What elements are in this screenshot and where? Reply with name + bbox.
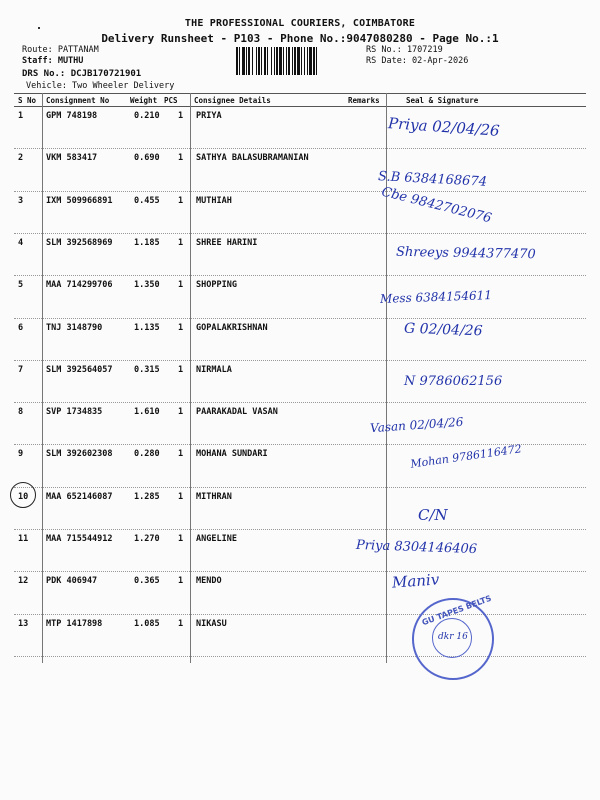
row-pcs: 1	[178, 237, 184, 248]
row-pcs: 1	[178, 407, 184, 418]
handwritten-signature: Priya 02/04/26	[387, 114, 501, 140]
table-header-rule	[14, 106, 586, 107]
row-consignment-no: MTP 1417898	[46, 618, 103, 629]
col-divider	[190, 93, 191, 663]
row-weight: 0.280	[134, 449, 160, 460]
row-consignment-no: MAA 715544912	[46, 534, 113, 544]
col-seal-signature: Seal & Signature	[406, 96, 479, 105]
handwritten-signature: S.B 6384168674	[377, 169, 488, 190]
row-consignee: SATHYA BALASUBRAMANIAN	[196, 153, 309, 164]
row-consignee: MENDO	[196, 576, 222, 587]
row-sno: 6	[18, 322, 24, 333]
handwritten-signature: Shreeys 9944377470	[395, 244, 536, 263]
row-separator	[14, 275, 586, 276]
row-consignee: NIKASU	[196, 618, 227, 629]
row-separator	[14, 148, 586, 149]
row-consignee: MITHRAN	[196, 491, 232, 502]
col-consignee: Consignee Details	[194, 96, 271, 105]
col-weight: Weight	[130, 96, 158, 105]
row-pcs: 1	[178, 618, 184, 629]
staff-label: Staff: MUTHU	[22, 56, 84, 66]
drs-label: DRS No.: DCJB170721901	[22, 69, 142, 79]
row-consignment-no: VKM 583417	[46, 153, 98, 164]
row-separator	[14, 402, 586, 403]
row-weight: 1.135	[134, 322, 160, 333]
row-consignee: NIRMALA	[196, 364, 232, 375]
row-consignment-no: GPM 748198	[46, 111, 98, 121]
row-separator	[14, 191, 586, 192]
row-sno: 8	[18, 407, 24, 418]
row-pcs: 1	[178, 153, 184, 164]
rs-date-label: RS Date: 02-Apr-2026	[366, 56, 469, 66]
handwritten-signature: Maniv	[391, 570, 440, 592]
handwritten-signature: Mess 6384154611	[379, 288, 493, 306]
row-pcs: 1	[178, 449, 184, 460]
handwritten-signature: C/N	[418, 506, 448, 524]
vehicle-label: Vehicle: Two Wheeler Delivery	[26, 81, 175, 91]
row-weight: 1.185	[134, 237, 160, 248]
row-pcs: 1	[178, 111, 184, 121]
row-consignment-no: SLM 392564057	[46, 364, 113, 375]
handwritten-signature: Cbe 9842702076	[379, 184, 493, 227]
row-consignee: MOHANA SUNDARI	[196, 449, 268, 460]
stamp-mid-text: dkr 16	[438, 632, 468, 642]
row-sno: 9	[18, 449, 24, 460]
row-pcs: 1	[178, 364, 184, 375]
row-sno: 3	[18, 195, 24, 206]
col-consignment: Consignment No	[46, 96, 110, 105]
row-separator	[14, 571, 586, 572]
row-sno: 13	[18, 618, 29, 629]
row-pcs: 1	[178, 280, 184, 291]
row-weight: 1.350	[134, 280, 160, 291]
row-sno: 7	[18, 364, 24, 375]
row-consignee: ANGELINE	[196, 534, 237, 544]
row-consignment-no: IXM 509966891	[46, 195, 113, 206]
row-consignment-no: SLM 392602308	[46, 449, 113, 460]
row-consignee: PRIYA	[196, 111, 222, 121]
row-weight: 1.610	[134, 407, 160, 418]
barcode	[236, 47, 362, 75]
runsheet-subtitle: Delivery Runsheet - P103 - Phone No.:9047080280 - Page No.:1	[101, 32, 499, 45]
row-10-circle-mark	[10, 482, 36, 508]
col-divider	[42, 93, 43, 663]
row-weight: 1.085	[134, 618, 160, 629]
row-sno: 10	[18, 491, 29, 502]
handwritten-signature: G 02/04/26	[403, 320, 483, 340]
row-consignment-no: MAA 714299706	[46, 280, 113, 291]
stamp-text: GU TAPES BELTS	[420, 593, 493, 628]
row-consignment-no: PDK 406947	[46, 576, 98, 587]
table-top-rule	[14, 93, 586, 94]
row-sno: 4	[18, 237, 24, 248]
row-consignee: GOPALAKRISHNAN	[196, 322, 268, 333]
row-consignee: PAARAKADAL VASAN	[196, 407, 278, 418]
row-separator	[14, 656, 586, 657]
row-weight: 0.690	[134, 153, 160, 164]
handwritten-signature: Priya 8304146406	[355, 537, 478, 558]
row-pcs: 1	[178, 576, 184, 587]
row-separator	[14, 233, 586, 234]
row-consignment-no: SLM 392568969	[46, 237, 113, 248]
row-pcs: 1	[178, 491, 184, 502]
row-consignment-no: MAA 652146087	[46, 491, 113, 502]
row-weight: 1.270	[134, 534, 160, 544]
rs-no-label: RS No.: 1707219	[366, 45, 443, 55]
row-pcs: 1	[178, 534, 184, 544]
row-separator	[14, 529, 586, 530]
row-weight: 0.210	[134, 111, 160, 121]
row-consignee: SHOPPING	[196, 280, 237, 291]
row-consignee: SHREE HARINI	[196, 237, 258, 248]
row-separator	[14, 487, 586, 488]
row-separator	[14, 318, 586, 319]
handwritten-signature: Vasan 02/04/26	[369, 414, 464, 436]
row-sno: 12	[18, 576, 29, 587]
row-sno: 2	[18, 153, 24, 164]
row-weight: 0.365	[134, 576, 160, 587]
barcode-bar	[317, 47, 319, 75]
col-sno: S No	[18, 96, 37, 105]
row-sno: 11	[18, 534, 29, 544]
row-consignment-no: TNJ 3148790	[46, 322, 103, 333]
row-separator	[14, 614, 586, 615]
row-weight: 0.315	[134, 364, 160, 375]
col-pcs: PCS	[164, 96, 178, 105]
row-consignment-no: SVP 1734835	[46, 407, 103, 418]
row-pcs: 1	[178, 195, 184, 206]
row-separator	[14, 360, 586, 361]
route-label: Route: PATTANAM	[22, 45, 99, 55]
row-weight: 1.285	[134, 491, 160, 502]
row-sno: 1	[18, 111, 24, 121]
row-consignee: MUTHIAH	[196, 195, 232, 206]
handwritten-signature: N 9786062156	[404, 374, 503, 389]
company-title: THE PROFESSIONAL COURIERS, COIMBATORE	[184, 18, 416, 29]
row-weight: 0.455	[134, 195, 160, 206]
col-remarks: Remarks	[348, 96, 380, 105]
row-sno: 5	[18, 280, 24, 291]
handwritten-signature: Mohan 9786116472	[409, 442, 523, 471]
row-pcs: 1	[178, 322, 184, 333]
